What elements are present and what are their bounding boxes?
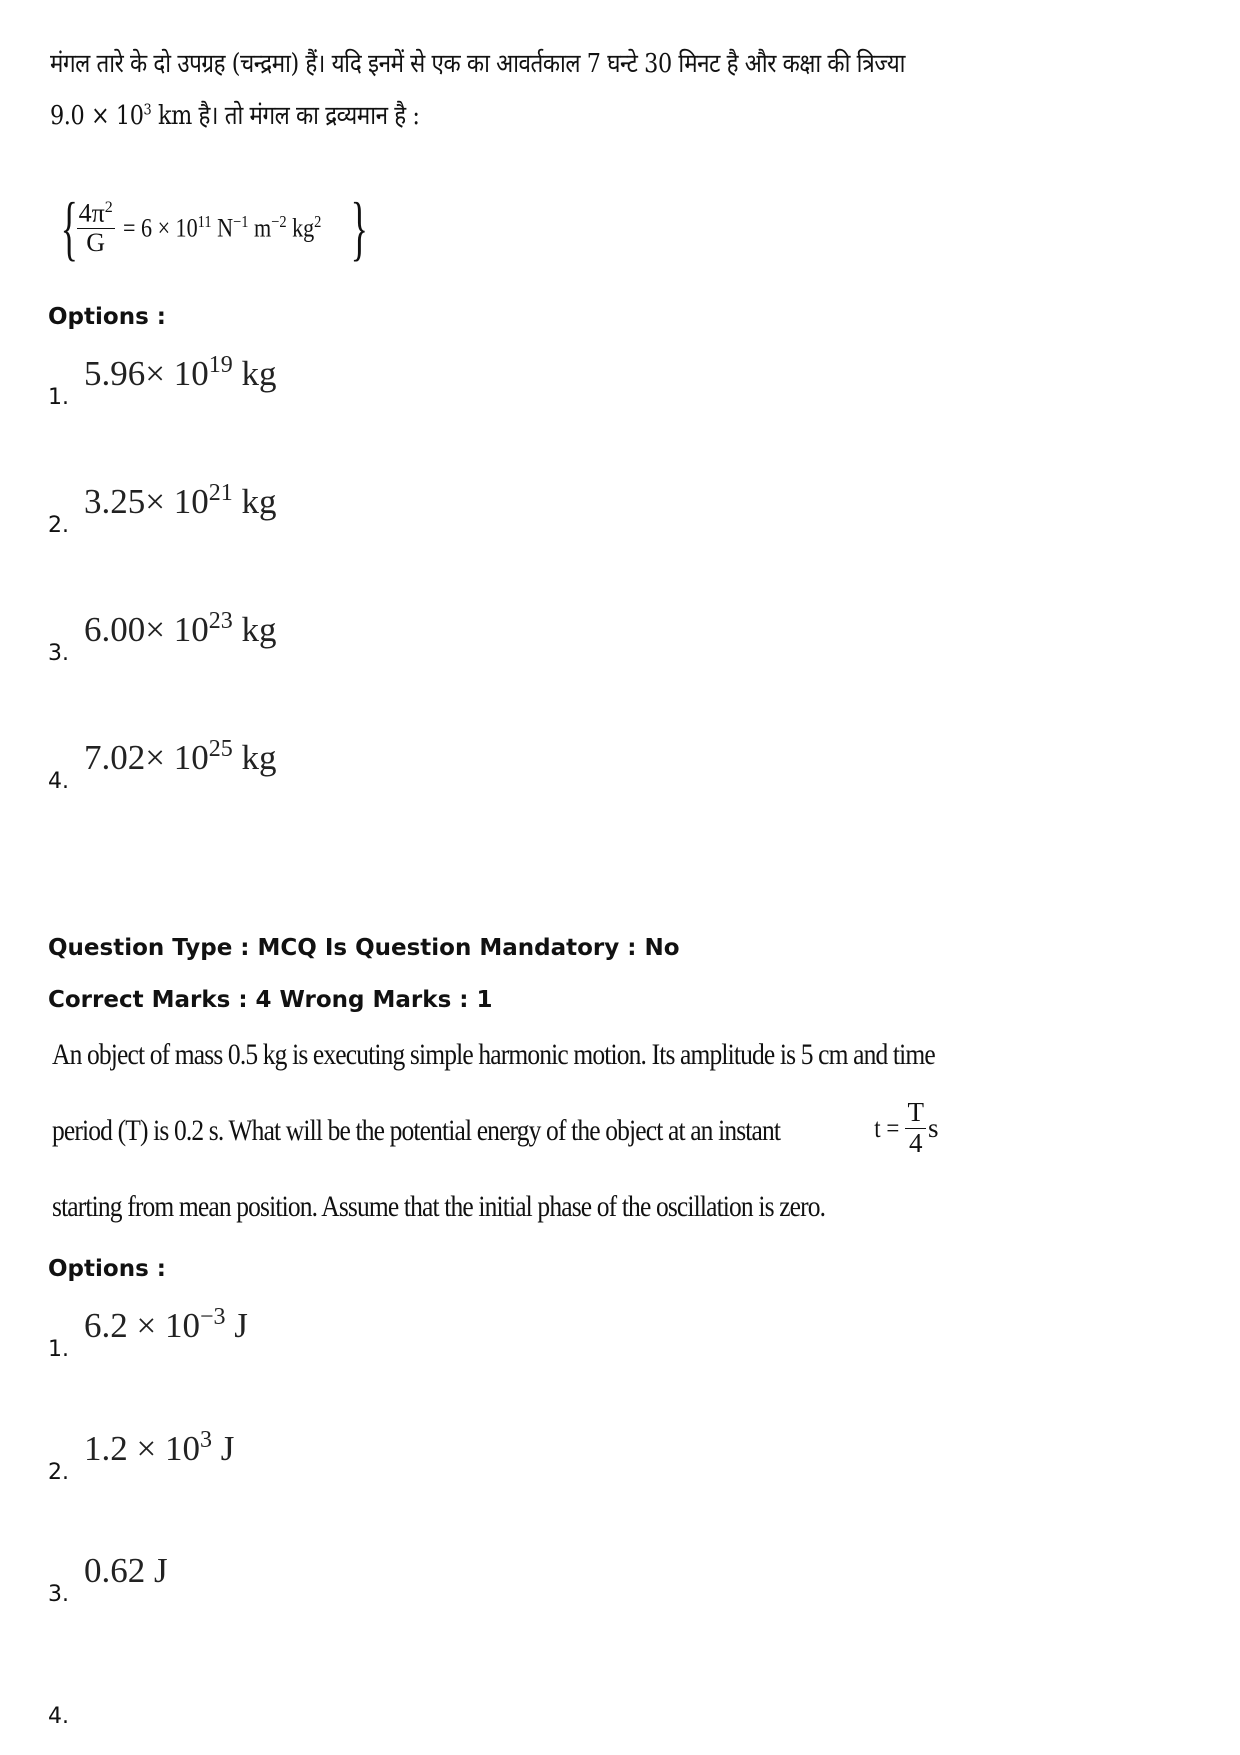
q1-text-line2	[50, 96, 419, 132]
q2-option-1[interactable]	[84, 1303, 248, 1346]
t-denominator: 4	[908, 1127, 923, 1158]
left-brace: {	[60, 188, 78, 268]
q2-marks: Correct Marks : 4 Wrong Marks : 1	[48, 987, 493, 1013]
option-unit: kg	[241, 482, 277, 521]
option-value: 0.62	[84, 1551, 146, 1590]
option-exp: 21	[208, 479, 233, 506]
q1-option-4-number: 4.	[48, 769, 69, 794]
option-exp: 19	[208, 351, 233, 378]
t-lhs: t =	[874, 1112, 900, 1143]
q2-question-type: Question Type : MCQ Is Question Mandatory : No	[48, 935, 680, 961]
q2-text-line2: period (T) is 0.2 s. What will be the potential energy of the object at an instant	[52, 1114, 781, 1147]
q1-option-1[interactable]: $5.96\times 10^{19}$ kg	[84, 351, 277, 393]
q1-option-2[interactable]: $3.25\times 10^{21}$ kg	[84, 479, 277, 521]
option-unit: kg	[241, 354, 277, 393]
q1-option-3-number: 3.	[48, 641, 69, 666]
formula-unit-kg: kg	[291, 213, 314, 243]
option-exp: −3	[200, 1303, 226, 1330]
formula-num-base: 4π	[78, 198, 105, 228]
formula-rhs-exp: 11	[197, 212, 212, 232]
q2-option-2[interactable]	[84, 1426, 235, 1469]
option-unit: kg	[241, 610, 277, 649]
formula-unit-m-exp: −2	[270, 212, 287, 232]
formula-unit-n: N	[216, 213, 233, 243]
q2-option-4-number: 4.	[48, 1704, 69, 1729]
formula-unit-n-exp: −1	[232, 212, 249, 232]
option-mantissa: 5.96	[84, 354, 146, 393]
q1-radius-exp: 3	[143, 100, 152, 119]
q2-text-line1: An object of mass 0.5 kg is executing simple harmonic motion. Its amplitude is 5 cm and time	[52, 1038, 935, 1071]
q1-text-line1: मंगल तारे के दो उपग्रह (चन्द्रमा) हैं। यदि इनमें से एक का आवर्तकाल 7 घन्टे 30 मिनट है और कक्षा की त्रिज्या	[50, 49, 906, 79]
option-exp: 25	[208, 735, 233, 762]
q1-formula	[52, 178, 377, 278]
option-unit: J	[234, 1306, 248, 1345]
formula-num-exp: 2	[104, 198, 113, 216]
q1-options-label: Options :	[48, 304, 166, 330]
q2-option-3-number: 3.	[48, 1582, 69, 1607]
option-mantissa: 7.02	[84, 738, 146, 777]
right-brace: }	[350, 188, 369, 268]
q1-text-line2-rest: km है। तो मंगल का द्रव्यमान है :	[157, 101, 420, 131]
formula-unit-kg-exp: 2	[313, 212, 322, 232]
option-unit: J	[220, 1429, 235, 1468]
q2-text-line3: starting from mean position. Assume that the initial phase of the oscillation is zero.	[52, 1190, 826, 1223]
q1-radius-value: 9.0 × 10	[50, 101, 144, 131]
option-exp: 3	[200, 1426, 212, 1453]
option-value: 6.2 × 10	[84, 1306, 200, 1345]
t-fraction	[905, 1098, 926, 1158]
option-unit: kg	[241, 738, 277, 777]
q1-option-3[interactable]: $6.00\times 10^{23}$ kg	[84, 607, 277, 649]
q1-option-4[interactable]: $7.02\times 10^{25}$ kg	[84, 735, 277, 777]
option-unit: J	[154, 1551, 168, 1590]
formula-rhs	[123, 212, 321, 244]
option-value: 1.2 × 10	[84, 1429, 200, 1468]
q2-option-2-number: 2.	[48, 1460, 69, 1485]
t-numerator: T	[907, 1097, 924, 1127]
q2-option-1-number: 1.	[48, 1337, 69, 1362]
option-mantissa: 6.00	[84, 610, 146, 649]
q1-option-1-number: 1.	[48, 385, 69, 410]
formula-denominator: G	[86, 227, 106, 257]
q2-option-3[interactable]	[84, 1551, 168, 1591]
q1-option-2-number: 2.	[48, 513, 69, 538]
formula-fraction	[77, 199, 115, 258]
option-exp: 23	[208, 607, 233, 634]
t-unit: s	[927, 1112, 939, 1143]
option-mantissa: 3.25	[84, 482, 146, 521]
q2-options-label: Options :	[48, 1256, 166, 1282]
q2-t-expression	[872, 1098, 939, 1158]
formula-numerator	[77, 199, 115, 229]
formula-rhs-base: = 6 × 10	[122, 213, 198, 243]
formula-unit-m: m	[253, 213, 271, 243]
